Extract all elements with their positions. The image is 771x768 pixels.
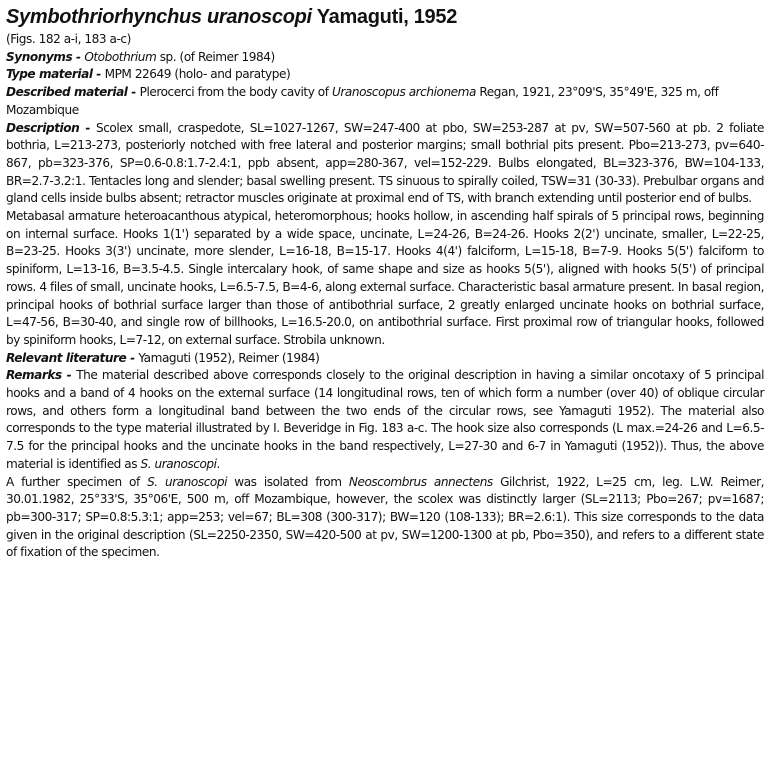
type-material-label: Type material [6, 67, 93, 82]
description-text: Scolex small, craspedote, SL=1027-1267, SW=247-400 at pbo, SW=253-287 at pv, SW=507-560 at pb. 2 foliate bothria, L=213-273, posteriorly notched with free lateral and posterior margins; small bothrial pits present. Pbo=213-273, pv=640-867, pb=323-376, SP=0.6-0.8:1.7-2.4:1, ppb absent, app=280-367, vel=152-229. Bulbs elongated, BL=323-376, BW=104-133, BR=2.7-3.2:1. Tentacles long and slender; basal swelling present. TS sinuous to spirally coiled, TSW=31 (30-33). Prebulbar organs and gland cells inside bulbs absent; retractor muscles originate at proximal end of TS, with branch extending until posterior end of bulbs. [6, 120, 764, 206]
synonyms-separator: - [72, 49, 85, 64]
relevant-literature-section [6, 350, 764, 368]
relevant-literature-text: Yamaguti (1952), Reimer (1984) [138, 350, 320, 365]
further-specimen-paragraph [6, 474, 764, 563]
synonyms-text: sp. (of Reimer 1984) [156, 49, 275, 64]
remarks-end: . [216, 456, 220, 471]
type-material-separator: - [92, 67, 105, 82]
synonyms-label: Synonyms [6, 49, 73, 64]
synonyms-taxon: Otobothrium [84, 49, 157, 64]
type-material-text: MPM 22649 (holo- and paratype) [104, 67, 291, 82]
armature-paragraph: Metabasal armature heteroacanthous atypical, heteromorphous; hooks hollow, in ascending half spirals of 5 principal rows, beginning on internal surface. Hooks 1(1') separated by a wide space, uncinate, L=24-26, B=24-26. Hooks 2(2') uncinate, smaller, L=22-25, B=23-25. Hooks 3(3') uncinate, more slender, L=16-18, B=15-17. Hooks 4(4') falciform, L=15-18, B=7-9. Hooks 5(5') falciform to spiniform, L=13-16, B=3.5-4.5. Single intercalary hook, of same shape and size as hooks 5(5'), aligned with hooks 5(5') of principal rows. 4 files of small, uncinate hooks, L=6.5-7.5, B=4-6, along external surface. Characteristic basal armature present. In basal region, principal hooks of bothrial surface larger than those of antibothrial surface, 2 greatly enlarged uncinate hooks on bothrial surface, L=47-56, B=30-40, and single row of billhooks, L=16.5-20.0, on antibothrial surface. First proximal row of triangular hooks, followed by spiniform hooks, L=7-12, on external surface. Strobila unknown. [6, 209, 764, 347]
document-page [6, 4, 764, 562]
further-specimen-taxon: S. uranoscopi [147, 474, 227, 489]
species-authority: Yamaguti, 1952 [311, 6, 458, 28]
further-specimen-details: Gilchrist, 1922, L=25 cm, leg. L.W. Reimer, 30.01.1982, 25°33'S, 35°06'E, 500 m, off Mozambique, however, the scolex was distinctly larger (SL=2113; Pbo=267; pv=1687; pb=300-317; SP=0.8:5.3:1; app=253; vel=67; BL=308 (300-317); BW=120 (108-133); BR=2.6:1). This size corresponds to the data given in the original description (SL=2250-2350, SW=420-500 at pv, SW=1200-1300 at pb, Pbo=350), and refers to a different state of fixation of the specimen. [6, 474, 765, 560]
described-material-label: Described material [6, 85, 128, 100]
description-section [6, 120, 764, 209]
remarks-text: The material described above corresponds closely to the original description in having a similar oncotaxy of 5 principal hooks and a band of 4 hooks on the external surface (14 longitudinal rows, ten of which form a number (over 40) of oblique circular rows, and others form a longitudinal band between the two ends of the circular rows, see Yamaguti 1952). The material also corresponds to the type material illustrated by I. Beveridge in Fig. 183 a-c. The hook size also corresponds (L max.=24-26 and L=6.5-7.5 for the principal hooks and the uncinate hooks in the band respectively, L=27-30 and 6-7 in Yamaguti (1952)). Thus, the above material is identified as [6, 368, 764, 471]
further-specimen-intro: A further specimen of [6, 474, 148, 489]
figure-reference: (Figs. 182 a-i, 183 a-c) [6, 32, 131, 46]
described-material-separator: - [127, 85, 140, 100]
type-material-section [6, 66, 764, 84]
remarks-label: Remarks [6, 368, 62, 383]
further-specimen-host: Neoscombrus annectens [348, 474, 493, 489]
described-material-section [6, 84, 764, 119]
description-label: Description [6, 120, 80, 135]
remarks-taxon: S. uranoscopi [140, 456, 217, 471]
remarks-separator: - [61, 368, 77, 383]
description-separator: - [79, 120, 96, 135]
synonyms-section [6, 49, 764, 67]
species-title [6, 4, 764, 30]
relevant-literature-separator: - [126, 350, 139, 365]
further-specimen-mid: was isolated from [226, 474, 349, 489]
described-material-host: Uranoscopus archionema [331, 85, 476, 100]
species-name: Symbothriorhynchus uranoscopi [6, 6, 312, 28]
described-material-locality: Regan, 1921, 23°09'S, 35°49'E, 325 m, off Mozambique [6, 85, 719, 117]
remarks-section [6, 367, 764, 473]
relevant-literature-label: Relevant literature [6, 350, 127, 365]
described-material-text: Plerocerci from the body cavity of [139, 85, 332, 100]
